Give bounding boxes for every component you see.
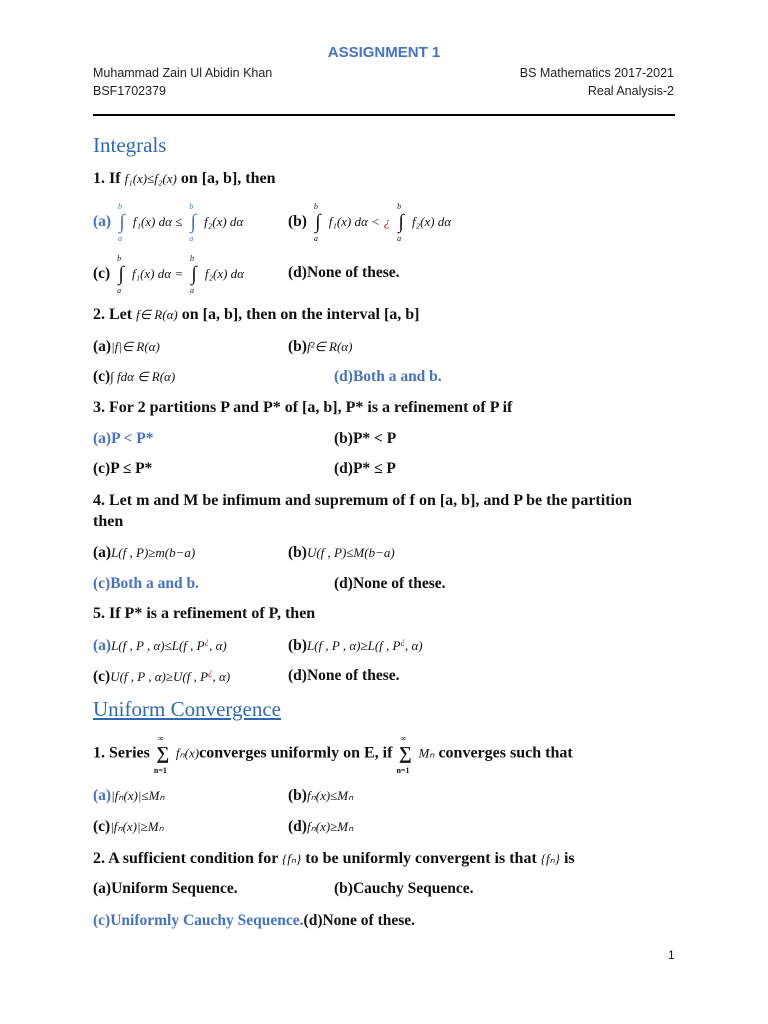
integrals-q3: 3. For 2 partitions P and P* of [a, b], P* is a refinement of P if xyxy=(93,399,513,416)
assignment-title: ASSIGNMENT 1 xyxy=(327,44,441,61)
option-label: (b) xyxy=(288,213,307,231)
integral-icon: b ∫ a xyxy=(313,202,321,243)
integrals-q4-option-c: (c)Both a and b. xyxy=(93,575,199,592)
integrals-q1-option-a xyxy=(93,202,244,243)
header-rule xyxy=(93,114,675,116)
expr: f₂(x) dα xyxy=(204,266,244,282)
integrals-q4-line1: 4. Let m and M be infimum and supremum of f on [a, b], and P be the partition xyxy=(93,492,632,509)
integrals-q3-option-c: (c)P ≤ P* xyxy=(93,460,153,477)
integrals-q5-option-c: (c)U(f , P , α)≥U(f , P¿, α) xyxy=(93,667,231,686)
integrals-q4-option-b: (b)U(f , P)≤M(b−a) xyxy=(288,544,395,561)
integrals-q1-option-b xyxy=(288,202,452,243)
integral-icon: b ∫ a xyxy=(189,202,196,243)
integrals-q1-option-d: (d)None of these. xyxy=(288,264,400,281)
integrals-q2-option-a: (a)|f|∈ R(α) xyxy=(93,338,160,355)
integrals-q3-option-a: (a)P < P* xyxy=(93,430,154,447)
uniform-q2-option-c-d: (c)Uniformly Cauchy Sequence.(d)None of these. xyxy=(93,912,416,929)
uniform-q2-option-a: (a)Uniform Sequence. xyxy=(93,880,238,897)
uniform-q1-option-c: (c)|fₙ(x)|≥Mₙ xyxy=(93,818,164,835)
error-glyph: ¿ xyxy=(383,214,391,230)
expr: f₁(x) dα < xyxy=(328,214,380,230)
q1-condition: f₁(x)≤f₂(x) xyxy=(124,171,177,186)
uniform-q1: 1. Series ∞ ∑ n=1 fₙ(x)converges uniformly on E, if ∞ ∑ n=1 Mₙ converges such that xyxy=(93,734,573,775)
integral-icon: b ∫ a xyxy=(117,254,124,295)
integral-icon: b ∫ a xyxy=(189,254,197,295)
uniform-q2: 2. A sufficient condition for {fₙ} to be uniformly convergent is that {fₙ} is xyxy=(93,850,575,867)
expr: f₂(x) dα xyxy=(204,214,244,230)
integrals-q2: 2. Let f∈ R(α) on [a, b], then on the interval [a, b] xyxy=(93,306,420,323)
integrals-q5-option-d: (d)None of these. xyxy=(288,667,400,684)
summation-icon: ∞ ∑ n=1 xyxy=(153,734,170,775)
integrals-q1 xyxy=(93,170,276,188)
integrals-q1-option-c xyxy=(93,254,244,295)
course-name: Real Analysis-2 xyxy=(587,84,674,98)
q1-prefix: 1. If xyxy=(93,170,121,187)
q1-suffix: on [a, b], then xyxy=(180,170,276,187)
option-label: (a) xyxy=(93,213,112,231)
uniform-q2-option-b: (b)Cauchy Sequence. xyxy=(334,880,474,897)
integral-icon: b ∫ a xyxy=(397,202,404,243)
integrals-q2-option-c: (c)∫ fdα ∈ R(α) xyxy=(93,368,176,385)
integrals-q2-option-b: (b)f²∈ R(α) xyxy=(288,338,353,355)
integrals-q2-option-d: (d)Both a and b. xyxy=(334,368,442,385)
uniform-q1-option-a: (a)|fₙ(x)|≤Mₙ xyxy=(93,787,165,804)
option-label: (c) xyxy=(93,265,111,283)
expr: f₂(x) dα xyxy=(411,214,452,230)
integrals-q4-line2: then xyxy=(93,513,124,530)
integrals-q4-option-a: (a)L(f , P)≥m(b−a) xyxy=(93,544,196,561)
uniform-q1-option-d: (d)fₙ(x)≥Mₙ xyxy=(288,818,354,835)
integrals-q3-option-d: (d)P* ≤ P xyxy=(334,460,396,477)
uniform-q1-option-b: (b)fₙ(x)≤Mₙ xyxy=(288,787,354,804)
integrals-q5-option-a: (a)L(f , P , α)≤L(f , P¿, α) xyxy=(93,636,227,655)
integrals-q3-option-b: (b)P* < P xyxy=(334,430,397,447)
expr: f₁(x) dα ≤ xyxy=(132,214,183,230)
section-uniform-heading: Uniform Convergence xyxy=(93,697,281,721)
section-integrals-heading: Integrals xyxy=(93,133,167,157)
integrals-q5: 5. If P* is a refinement of P, then xyxy=(93,605,316,622)
summation-icon: ∞ ∑ n=1 xyxy=(396,734,412,775)
expr: f₁(x) dα = xyxy=(131,266,184,282)
integral-icon: b ∫ a xyxy=(117,202,125,243)
integrals-q4-option-d: (d)None of these. xyxy=(334,575,446,592)
q2-condition: f∈ R(α) xyxy=(136,307,178,322)
page-number: 1 xyxy=(668,948,675,962)
roll-number: BSF1702379 xyxy=(93,84,166,98)
student-name: Muhammad Zain Ul Abidin Khan xyxy=(93,66,273,80)
program: BS Mathematics 2017-2021 xyxy=(519,66,674,80)
integrals-q5-option-b: (b)L(f , P , α)≥L(f , P¿, α) xyxy=(288,636,423,655)
